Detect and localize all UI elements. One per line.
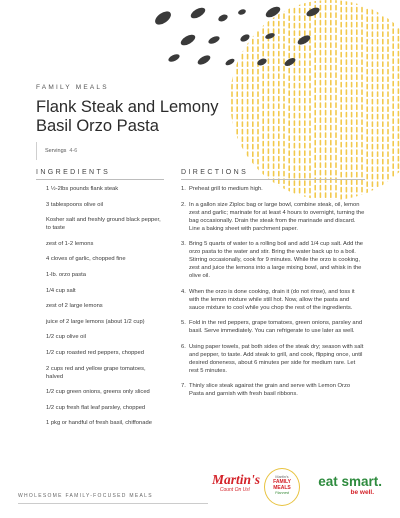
step-number: 4. [181,288,186,295]
eat-smart-logo-sub: be well. [350,489,374,496]
ingredient-item: 1/2 cup green onions, greens only sliced [46,389,150,396]
ingredients-list [46,185,164,435]
family-meals-logo-line-1: Martin's [275,475,289,479]
step-text: In a gallon size Ziploc bag or large bowl, combine steak, oil, lemon zest and garlic; marinate for at least 4 hours to overnight, turning the bag occasionally. Drain the steak from the marinade and discard. Line a baking sheet with parchment paper. [189,201,365,232]
dark-blob-pattern [153,5,321,68]
ingredient-item: 1/2 cup roasted red peppers, chopped [46,349,144,356]
dark-blob [179,33,197,48]
direction-step [181,319,365,335]
servings-label: Servings [45,148,67,154]
direction-step [181,343,365,375]
step-number: 6. [181,343,186,350]
step-number: 2. [181,201,186,208]
direction-step [181,288,365,312]
step-number: 1. [181,186,186,192]
family-meals-logo [264,468,300,506]
ingredient-item: 1-lb. orzo pasta [46,271,86,278]
dark-blob [264,32,275,40]
ingredient-item: zest of 1-2 lemons [46,240,94,247]
dark-blob [256,57,268,67]
title-line-2: Basil Orzo Pasta [36,116,159,135]
family-meals-logo-line-3: MEALS [273,484,291,491]
directions-heading: DIRECTIONS [181,169,249,176]
eat-smart-logo [306,474,382,497]
ingredient-item: 1 pkg or handful of fresh basil, chiffonade [46,420,152,427]
direction-step [181,240,365,280]
dark-blob [283,56,296,67]
ingredients-heading: INGREDIENTS [36,169,111,176]
servings-value: 4-6 [69,148,78,154]
footer-tagline: WHOLESOME FAMILY-FOCUSED MEALS [18,493,153,499]
step-number: 7. [181,383,186,389]
yellow-dash-pattern [232,0,400,209]
servings-info [36,142,77,160]
dark-blob [207,35,220,46]
dark-blob [167,53,180,64]
martins-logo [212,472,261,501]
martins-logo-tagline: Count On Us! [219,487,251,493]
dark-blob [296,33,312,46]
step-text: Using paper towels, pat both sides of the steak dry; season with salt and pepper, to taste. Add steak to grill, and cook, flipping once, until desired doneness, about 6 minutes per side for medium rare. Let rest 5 minutes. [189,343,364,374]
dark-blob [196,53,212,66]
directions-divider [181,179,365,180]
dark-blob [153,9,173,28]
directions-list [181,185,365,406]
step-text: When the orzo is done cooking, drain it (do not rinse), and toss it with the lemon mixture while still hot. Now, allow the pasta and sauce mixture to cool while you chop the rest of the ingredients. [189,288,355,311]
ingredient-item: zest of 2 large lemons [46,303,103,310]
family-meals-logo-line-2: FAMILY [273,479,291,485]
dark-blob [224,57,235,66]
ingredient-item: 1 ½-2lbs pounds flank steak [46,186,119,192]
dark-blob [305,6,321,18]
direction-step [181,382,365,398]
direction-step [181,185,365,193]
step-text: Fold in the red peppers, grape tomatoes, green onions, parsley and basil. Serve immediately. You can refrigerate to use later as well. [189,320,363,334]
dark-blob [237,8,246,15]
direction-step [181,201,365,233]
family-meals-logo-line-4: Planned [275,491,289,495]
step-text: Thinly slice steak against the grain and serve with Lemon Orzo Pasta and garnish with fresh basil ribbons. [189,383,351,397]
dark-blob [264,5,282,20]
ingredient-item: juice of 2 large lemons (about 1/2 cup) [46,318,145,325]
eat-smart-logo-main: eat smart. [318,474,382,489]
step-number: 3. [181,241,186,247]
ingredients-divider [36,179,164,180]
martins-logo-brand: Martin's [212,472,261,487]
dark-blob [239,33,251,43]
ingredient-item: 3 tablespoons olive oil [46,201,104,208]
dark-blob [189,6,207,21]
ingredient-item: 1/2 cup fresh flat leaf parsley, chopped [46,404,146,411]
step-text: Bring 5 quarts of water to a rolling boil and add 1/4 cup salt. Add the orzo pasta to the water and stir. Bring the water back up to a boil. Stirring occasionally, cook for 9 minutes. While the orzo is cooking, zest and juice the lemons into a large mixing bowl, and whisk in the olive oil. [189,241,364,279]
dark-blob [217,13,229,23]
footer-divider [18,503,208,504]
title-line-1: Flank Steak and Lemony [36,98,219,116]
step-text: Preheat grill to medium high. [189,186,263,192]
ingredient-item: 2 cups red and yellow grape tomatoes, halved [46,365,146,380]
ingredient-item: 1/2 cup olive oil [46,334,86,341]
ingredient-item: Kosher salt and freshly ground black pepper, to taste [46,217,161,232]
ingredient-item: 4 cloves of garlic, chopped fine [46,256,126,263]
step-number: 5. [181,320,186,326]
ingredient-item: 1/4 cup salt [46,287,76,294]
page-title [36,98,256,135]
category-label: FAMILY MEALS [36,84,109,91]
